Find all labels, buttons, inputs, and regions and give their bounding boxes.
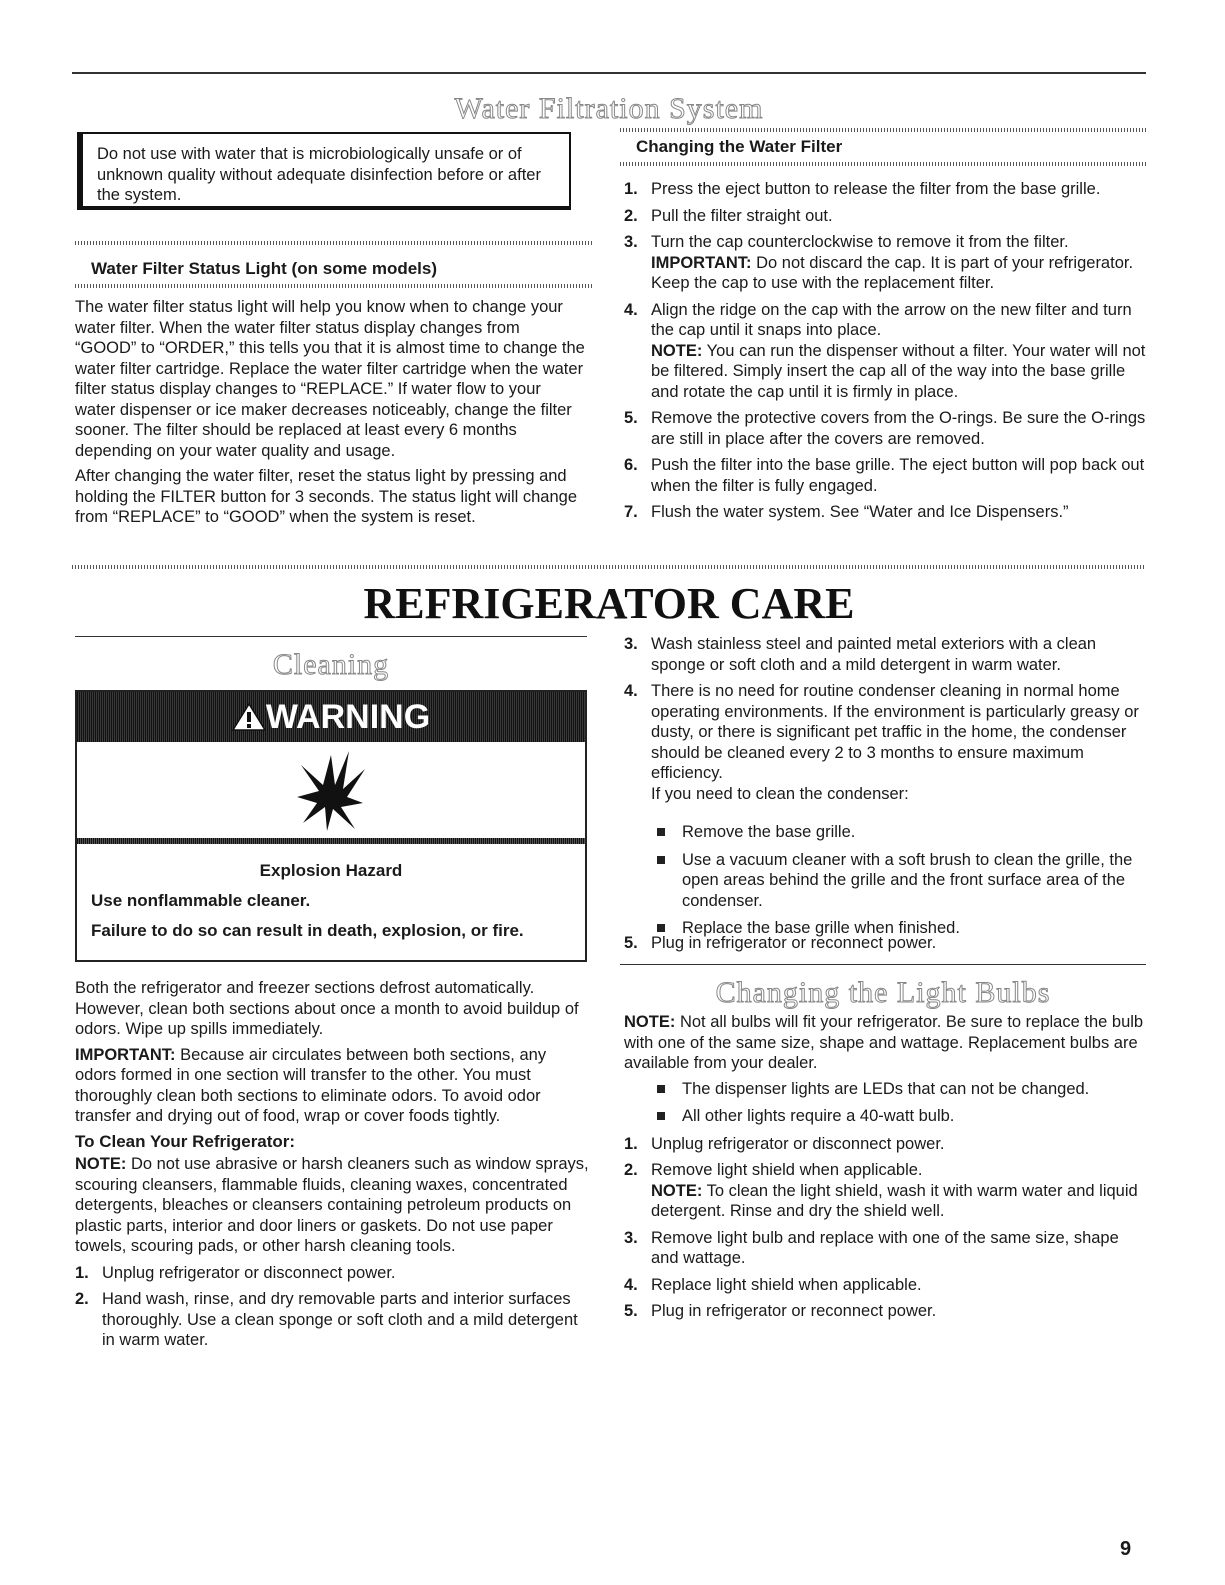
bullet-item: Remove the base grille. [624, 822, 1146, 843]
list-item: 1. Press the eject button to release the filter from the base grille. [624, 180, 1101, 198]
cleaning-body [75, 978, 590, 1357]
bulbs-heading: Changing the Light Bulbs [715, 976, 1051, 1009]
list-item: 4. There is no need for routine condenser cleaning in normal home operating environments. If the environment is particularly greasy or dusty, or there is significant pet traffic in the home, the condenser should be cleaned every 2 to 3 months to ensure maximum efficiency. If you need to clean the condenser: [624, 681, 1146, 804]
page-number: 9 [1120, 1538, 1132, 1560]
divider [620, 964, 1146, 965]
list-item: 3. Remove light bulb and replace with one of the same size, shape and wattage. [624, 1228, 1119, 1267]
status-light-title: Water Filter Status Light (on some models) [91, 259, 438, 278]
divider [75, 284, 593, 288]
divider [620, 162, 1146, 166]
list-item: 4. Align the ridge on the cap with the arrow on the new filter and turn the cap until it snaps into place. NOTE: You can run the dispenser without a filter. Your water will not be filtered. Simply insert the cap all of the way into the base grille and rotate the cap until it is firmly in place. [624, 300, 1154, 403]
bullet-item: Use a vacuum cleaner with a soft brush to clean the grille, the open areas behind the grille and the front surface area of the condenser. [624, 850, 1146, 912]
warning-icon-area [77, 742, 585, 838]
page-title: REFRIGERATOR CARE [363, 579, 855, 628]
top-rule [72, 72, 1146, 74]
list-item: 5. Remove the protective covers from the O-rings. Be sure the O-rings are still in place after the covers are removed. [624, 409, 1146, 448]
subheading: To Clean Your Refrigerator: [75, 1131, 296, 1151]
bulbs-steps [624, 1134, 1146, 1322]
step-note: NOTE: To clean the light shield, wash it with warm water and liquid detergent. Rinse and dry the shield well. [651, 1181, 1138, 1220]
divider [620, 128, 1146, 132]
list-item: 6. Push the filter into the base grille. The eject button will pop back out when the filter is fully engaged. [624, 456, 1145, 495]
warning-line: Use nonflammable cleaner. [91, 891, 311, 910]
paragraph: NOTE: Not all bulbs will fit your refrigerator. Be sure to replace the bulb with one of the same size, shape and wattage. Replacement bulbs are available from your dealer. [624, 1013, 1144, 1072]
bullet-item: All other lights require a 40-watt bulb. [624, 1106, 1146, 1127]
changing-filter-steps [624, 179, 1154, 529]
paragraph: NOTE: Do not use abrasive or harsh cleaners such as window sprays, scouring cleansers, flammable fluids, cleaning waxes, concentrated detergents, bleaches or cleansers containing petroleum products on plastic parts, interior and door liners or gaskets. Do not use paper towels, scouring pads, or other harsh cleaning tools. [75, 1155, 589, 1255]
status-light-body [75, 297, 585, 533]
status-light-paragraph: The water filter status light will help you know when to change your water filter. When the water filter status display changes from “GOOD” to “ORDER,” this tells you that it is almost time to change the water filter cartridge. Replace the water filter cartridge when the water filter status display changes to “REPLACE.” If water flow to your water dispenser or ice maker decreases noticeably, change the filter sooner. The filter should be replaced at least every 6 months depending on your water quality and usage. [75, 298, 585, 460]
list-item: 5. Plug in refrigerator or reconnect power. [624, 1302, 937, 1320]
warning-triangle-icon [232, 702, 266, 732]
hazard-title: Explosion Hazard [259, 861, 403, 880]
step-note: NOTE: You can run the dispenser without a filter. Your water will not be filtered. Simply insert the cap all of the way into the base grille and rotate the cap until it is firmly in place. [651, 341, 1146, 401]
list-item: 1. Unplug refrigerator or disconnect power. [75, 1263, 396, 1282]
paragraph: IMPORTANT: Because air circulates between both sections, any odors formed in one section will transfer to the other. You must thoroughly clean both sections to eliminate odors. To avoid odor transfer and drying out of food, wrap or cover foods tightly. [75, 1045, 547, 1125]
step-note: If you need to clean the condenser: [651, 784, 909, 803]
divider [75, 241, 593, 245]
section-heading-filtration: Water Filtration System [454, 92, 764, 125]
step-note: IMPORTANT: Do not discard the cap. It is part of your refrigerator. Keep the cap to use with the replacement filter. [651, 253, 1134, 292]
bullet-item: Replace the base grille when finished. [624, 918, 1146, 939]
list-item: 4. Replace light shield when applicable. [624, 1275, 922, 1294]
bulbs-body [624, 1012, 1146, 1328]
status-light-paragraph: After changing the water filter, reset the status light by pressing and holding the FILTER button for 3 seconds. The status light will change from “REPLACE” to “GOOD” when the system is reset. [75, 467, 578, 526]
cleaning-steps-continued [624, 634, 1146, 810]
condenser-bullets [624, 822, 1146, 946]
warning-line: Failure to do so can result in death, explosion, or fire. [91, 921, 524, 940]
warning-text [77, 844, 585, 946]
list-item: 7. Flush the water system. See “Water and Ice Dispensers.” [624, 503, 1069, 521]
paragraph: Both the refrigerator and freezer sections defrost automatically. However, clean both sections about once a month to avoid buildup of odors. Wipe up spills immediately. [75, 979, 579, 1038]
list-item: 1. Unplug refrigerator or disconnect power. [624, 1134, 945, 1153]
changing-filter-title: Changing the Water Filter [636, 137, 843, 156]
cleaning-steps [75, 1263, 590, 1351]
explosion-icon [291, 745, 371, 835]
list-item: 5. Plug in refrigerator or reconnect power. [624, 934, 937, 952]
caution-box [77, 132, 571, 210]
list-item: 3. Turn the cap counterclockwise to remove it from the filter. IMPORTANT: Do not discard the cap. It is part of your refrigerator. Keep the cap to use with the replacement filter. [624, 232, 1154, 294]
list-item: 2. Pull the filter straight out. [624, 206, 833, 225]
cleaning-step-5 [624, 933, 1146, 960]
bulbs-bullets [624, 1079, 1146, 1127]
caution-text: Do not use with water that is microbiologically unsafe or of unknown quality without adequate disinfection before or after the system. [97, 145, 541, 204]
warning-box [75, 690, 587, 962]
warning-banner [77, 692, 585, 742]
section-divider [72, 565, 1146, 569]
list-item: 2. Hand wash, rinse, and dry removable parts and interior surfaces thoroughly. Use a clean sponge or soft cloth and a mild detergent in warm water. [75, 1290, 578, 1349]
cleaning-heading: Cleaning [272, 648, 390, 681]
divider [75, 636, 587, 637]
list-item: 2. Remove light shield when applicable. NOTE: To clean the light shield, wash it with warm water and liquid detergent. Rinse and dry the shield well. [624, 1160, 1146, 1222]
list-item: 3. Wash stainless steel and painted metal exteriors with a clean sponge or soft cloth and a mild detergent in warm water. [624, 635, 1097, 674]
warning-label: WARNING [265, 697, 431, 736]
bullet-item: The dispenser lights are LEDs that can not be changed. [624, 1079, 1146, 1100]
